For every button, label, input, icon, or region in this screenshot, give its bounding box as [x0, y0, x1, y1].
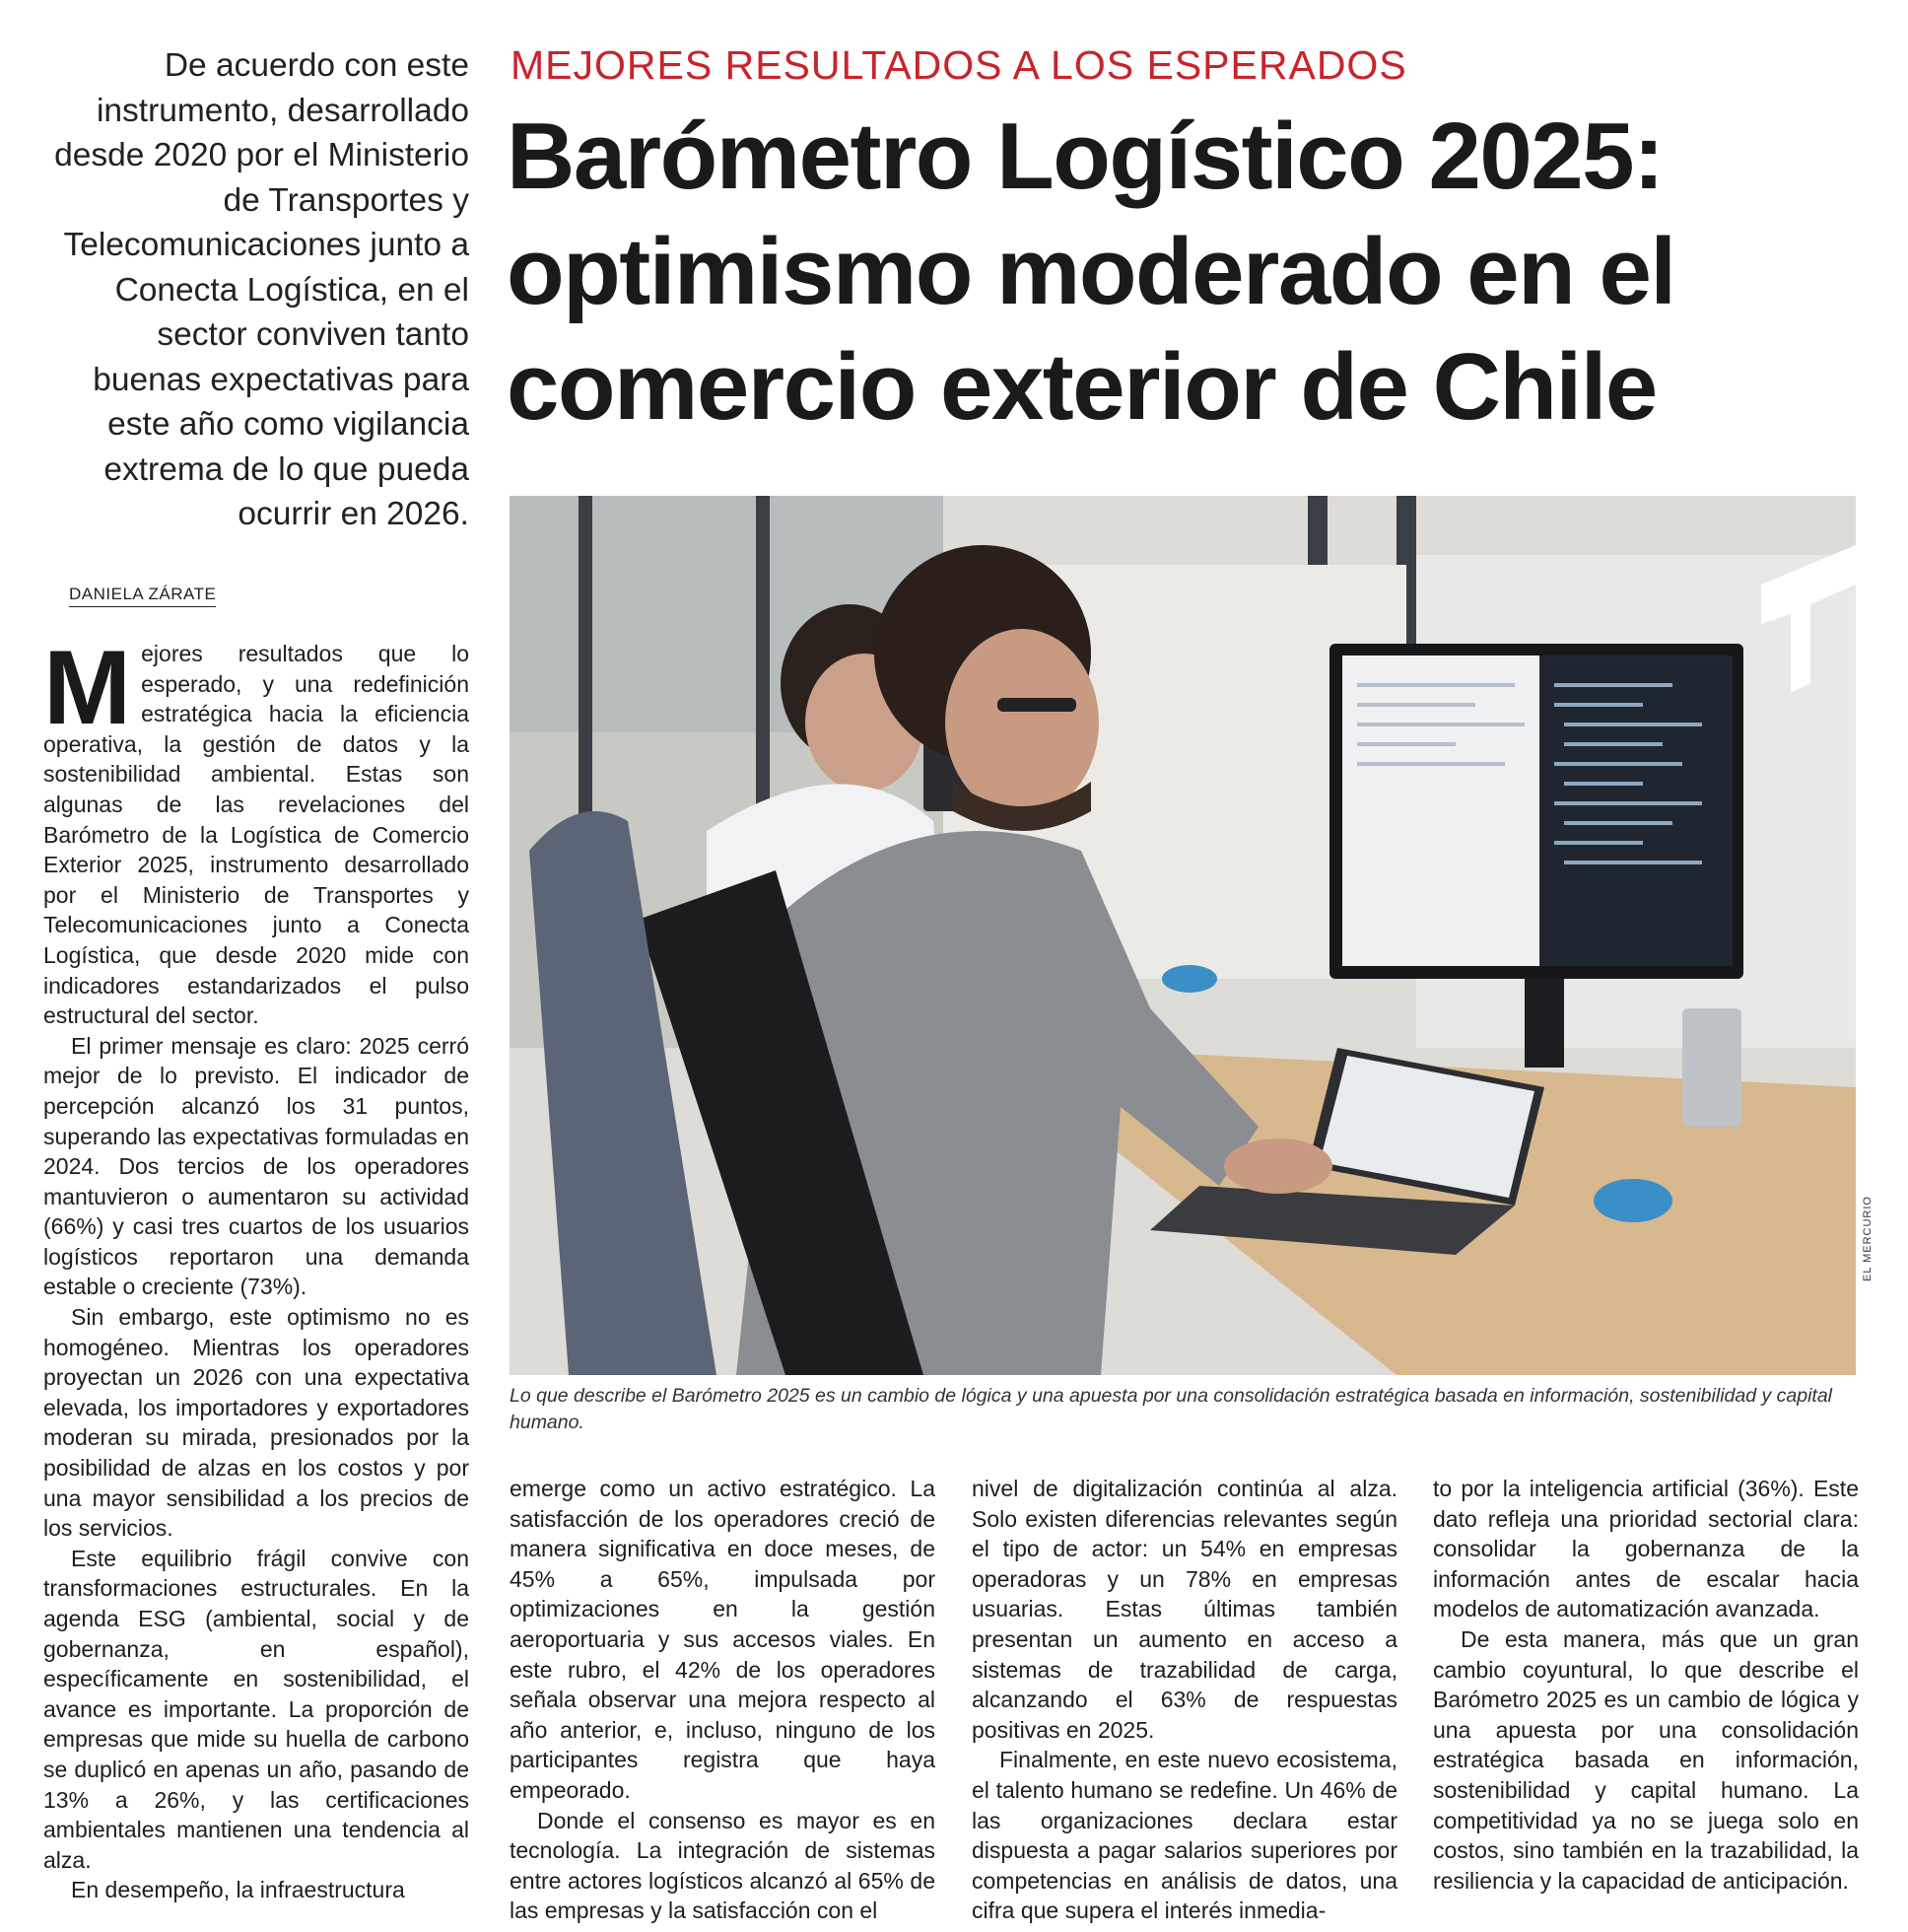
office-workers-illustration [510, 496, 1856, 1375]
body-paragraph: Sin embargo, este optimismo no es homogéneo. Mientras los operadores proyectan un 2026 con una expectativa elevada, los importadores y exportadores moderan su mirada, presionados por la posibilidad de alzas en los costos y por una mayor sensibilidad a los precios de los servicios. [43, 1304, 469, 1542]
article-photo [510, 496, 1856, 1375]
body-paragraph: Este equilibrio frágil convive con transformaciones estructurales. En la agenda ESG (ambiental, social y de gobernanza, en español), específicamente en sostenibilidad, el avance es importante. La proporción de empresas que mide su huella de carbono se duplicó en apenas un año, pasando de 13% a 26%, y las certificaciones ambientales mantienen una tendencia al alza. [43, 1545, 469, 1873]
author-byline: DANIELA ZÁRATE [69, 585, 216, 607]
headline-line-1: Barómetro Logístico 2025: [507, 104, 1664, 209]
headline-line-2: optimismo moderado en el [507, 219, 1675, 324]
article-column-4 [1433, 1474, 1859, 1896]
body-paragraph: De esta manera, más que un gran cambio coyuntural, lo que describe el Barómetro 2025 es un cambio de lógica y una apuesta por una consolidación estratégica basada en información, sostenibilidad y capital humano. La competitividad ya no se juega solo en costos, sino también en la trazabilidad, la resiliencia y la capacidad de anticipación. [1433, 1625, 1859, 1894]
article-deck: De acuerdo con este instrumento, desarrollado desde 2020 por el Ministerio de Transportes y Telecomunicaciones junto a Conecta Logística, en el sector conviven tanto buenas expectativas para este año como vigilancia extrema de lo que pueda ocurrir en 2026. [54, 47, 469, 532]
body-paragraph: Donde el consenso es mayor es en tecnología. La integración de sistemas entre actores logísticos alcanzó al 65% de las empresas y la satisfacción con el [510, 1807, 935, 1924]
body-paragraph: Mejores resultados que lo esperado, y una redefinición estratégica hacia la eficiencia operativa, la gestión de datos y la sostenibilidad ambiental. Estas son algunas de las revelaciones del Barómetro de la Logística de Comercio Exterior 2025, instrumento desarrollado por el Ministerio de Transportes y Telecomunicaciones junto a Conecta Logística, que desde 2020 mide con indicadores estandarizados el pulso estructural del sector. [43, 628, 469, 1029]
body-paragraph: emerge como un activo estratégico. La satisfacción de los operadores creció de manera significativa en doce meses, de 45% a 65%, impulsada por optimizaciones en la gestión aeroportuaria y sus accesos viales. En este rubro, el 42% de los operadores señala observar una mejora respecto al año anterior, e, incluso, ninguno de los participantes registra que haya empeorado. [510, 1476, 935, 1803]
drop-cap: M [43, 628, 132, 746]
article-kicker: MEJORES RESULTADOS A LOS ESPERADOS [511, 42, 1407, 88]
article-headline [507, 99, 1867, 445]
headline-line-3: comercio exterior de Chile [507, 334, 1657, 440]
body-paragraph: En desempeño, la infraestructura [71, 1877, 405, 1903]
body-paragraph: Finalmente, en este nuevo ecosistema, el talento humano se redefine. Un 46% de las organizaciones declara estar dispuesta a pagar salarios superiores por competencias en análisis de datos, una cifra que supera el interés inmedia- [972, 1747, 1397, 1924]
photo-caption: Lo que describe el Barómetro 2025 es un cambio de lógica y una apuesta por una consolidación estratégica basada en información, sostenibilidad y capital humano. [510, 1385, 1833, 1433]
article-column-2 [510, 1474, 935, 1926]
photo-credit: EL MERCURIO [1862, 1196, 1874, 1281]
article-column-1 [43, 628, 469, 1905]
article-column-3 [972, 1474, 1397, 1926]
body-paragraph: El primer mensaje es claro: 2025 cerró mejor de lo previsto. El indicador de percepción alcanzó los 31 puntos, superando las expectativas formuladas en 2024. Dos tercios de los operadores mantuvieron o aumentaron su actividad (66%) y casi tres cuartos de los usuarios logísticos reportaron una demanda estable o creciente (73%). [43, 1032, 469, 1300]
body-paragraph: nivel de digitalización continúa al alza. Solo existen diferencias relevantes según el tipo de actor: un 54% en empresas operadoras y un 78% en empresas usuarias. Estas últimas también presentan un aumento en acceso a sistemas de trazabilidad de carga, alcanzando el 63% de respuestas positivas en 2025. [972, 1476, 1397, 1743]
body-paragraph: to por la inteligencia artificial (36%). Este dato refleja una prioridad sectorial clara: consolidar la gobernanza de la información antes de escalar hacia modelos de automatización avanzada. [1433, 1476, 1859, 1622]
